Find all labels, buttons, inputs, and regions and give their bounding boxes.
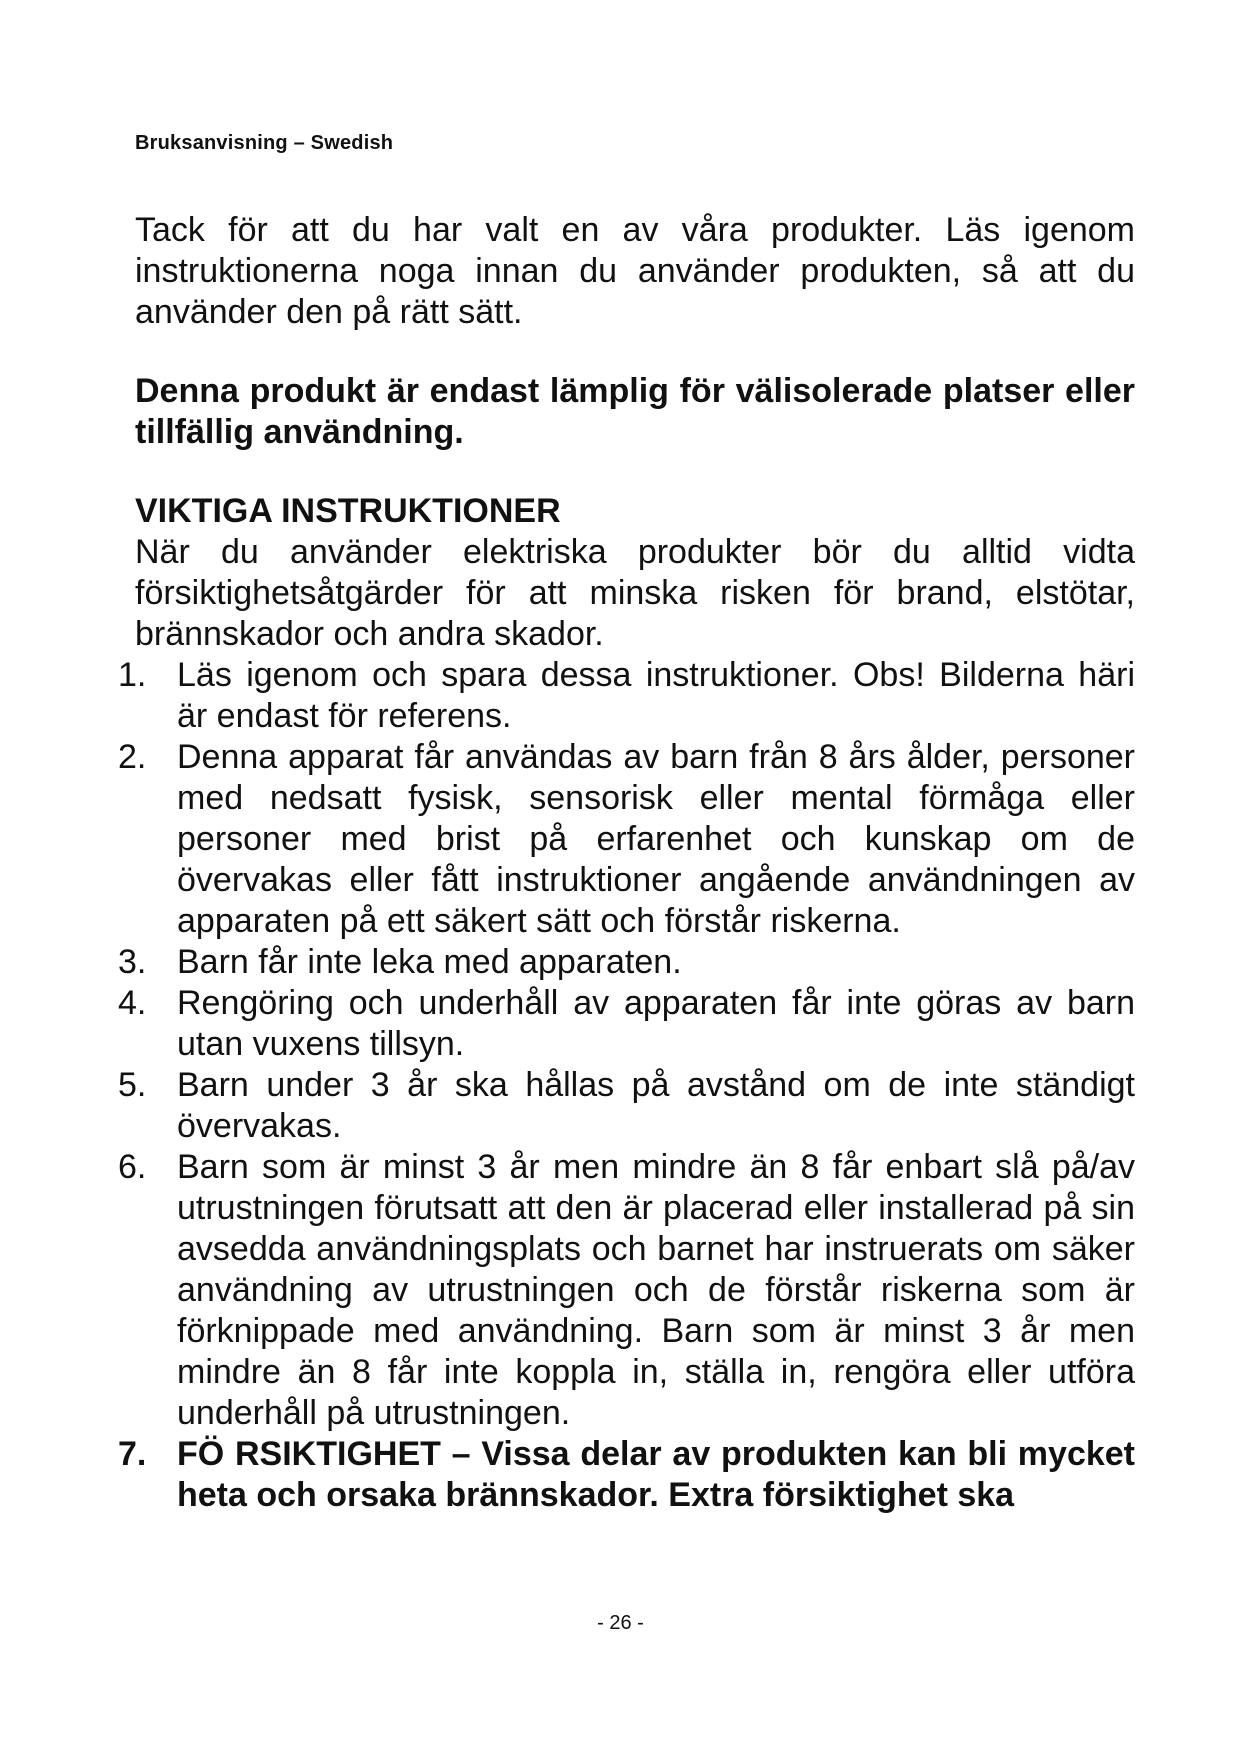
list-item <box>118 942 1135 983</box>
list-item-text: FÖ RSIKTIGHET – Vissa delar av produkten kan bli mycket heta och orsaka brännskador. Extra försiktighet ska <box>177 1435 1135 1514</box>
list-item-number: 5. <box>118 1066 147 1104</box>
warning-paragraph: Denna produkt är endast lämplig för välisolerade platser eller tillfällig användning. <box>135 372 1135 451</box>
list-item-text: Barn som är minst 3 år men mindre än 8 får enbart slå på/av utrustningen förutsatt att den är placerad eller installerad på sin avsedda användningsplats och barnet har instruerats om säker användning av utrustningen och de förstår riskerna som är förknippade med användning. Barn som är minst 3 år men mindre än 8 får inte koppla in, ställa in, rengöra eller utföra underhåll på utrustningen. <box>177 1148 1135 1432</box>
list-item-number: 4. <box>118 984 147 1022</box>
list-item <box>118 655 1135 737</box>
list-item-number: 2. <box>118 738 147 776</box>
list-item-number: 3. <box>118 943 147 981</box>
list-item-number: 7. <box>118 1435 147 1473</box>
page-number: - 26 - <box>597 1612 644 1634</box>
list-item-text: Barn får inte leka med apparaten. <box>177 943 682 981</box>
instructions-list <box>118 655 1135 1516</box>
page-content <box>118 210 1135 1516</box>
list-item-caution <box>118 1434 1135 1516</box>
list-item-text: Rengöring och underhåll av apparaten får inte göras av barn utan vuxens tillsyn. <box>177 984 1135 1063</box>
list-item-text: Barn under 3 år ska hållas på avstånd om de inte ständigt övervakas. <box>177 1066 1135 1145</box>
list-item <box>118 1065 1135 1147</box>
list-item-number: 1. <box>118 656 147 694</box>
list-item <box>118 983 1135 1065</box>
section-title: VIKTIGA INSTRUKTIONER <box>135 492 561 530</box>
list-item-text: Läs igenom och spara dessa instruktioner. Obs! Bilderna häri är endast för referens. <box>177 656 1135 735</box>
list-item <box>118 737 1135 942</box>
intro-paragraph: Tack för att du har valt en av våra produkter. Läs igenom instruktionerna noga innan du använder produkten, så att du använder den på rätt sätt. <box>135 211 1135 331</box>
list-item-text: Denna apparat får användas av barn från 8 års ålder, personer med nedsatt fysisk, sensorisk eller mental förmåga eller personer med brist på erfarenhet och kunskap om de övervakas eller fått instruktioner angående användningen av apparaten på ett säkert sätt och förstår riskerna. <box>177 738 1135 940</box>
section-intro: När du använder elektriska produkter bör du alltid vidta försiktighetsåtgärder för att minska risken för brand, elstötar, brännskador och andra skador. <box>135 533 1135 653</box>
list-item-number: 6. <box>118 1148 147 1186</box>
list-item <box>118 1147 1135 1434</box>
page-header: Bruksanvisning – Swedish <box>135 132 394 154</box>
